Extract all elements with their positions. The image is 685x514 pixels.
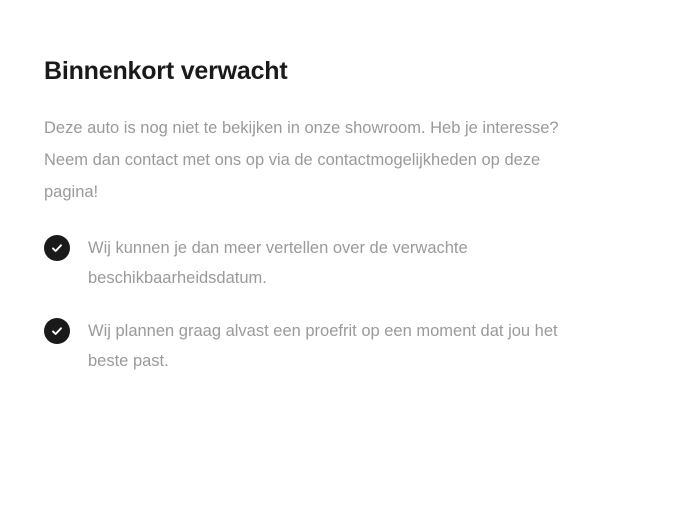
page-title: Binnenkort verwacht <box>44 57 288 85</box>
benefits-list <box>44 233 641 377</box>
list-item-label: Wij kunnen je dan meer vertellen over de verwachte beschikbaarheidsdatum. <box>88 238 468 288</box>
check-circle-icon <box>44 235 70 261</box>
list-item <box>44 316 641 377</box>
list-item-label: Wij plannen graag alvast een proefrit op een moment dat jou het beste past. <box>88 321 558 371</box>
check-circle-icon <box>44 318 70 344</box>
intro-paragraph: Deze auto is nog niet te bekijken in onze showroom. Heb je interesse? Neem dan contact met ons op via de contactmogelijkheden op deze pagina! <box>44 119 559 202</box>
list-item <box>44 233 641 294</box>
